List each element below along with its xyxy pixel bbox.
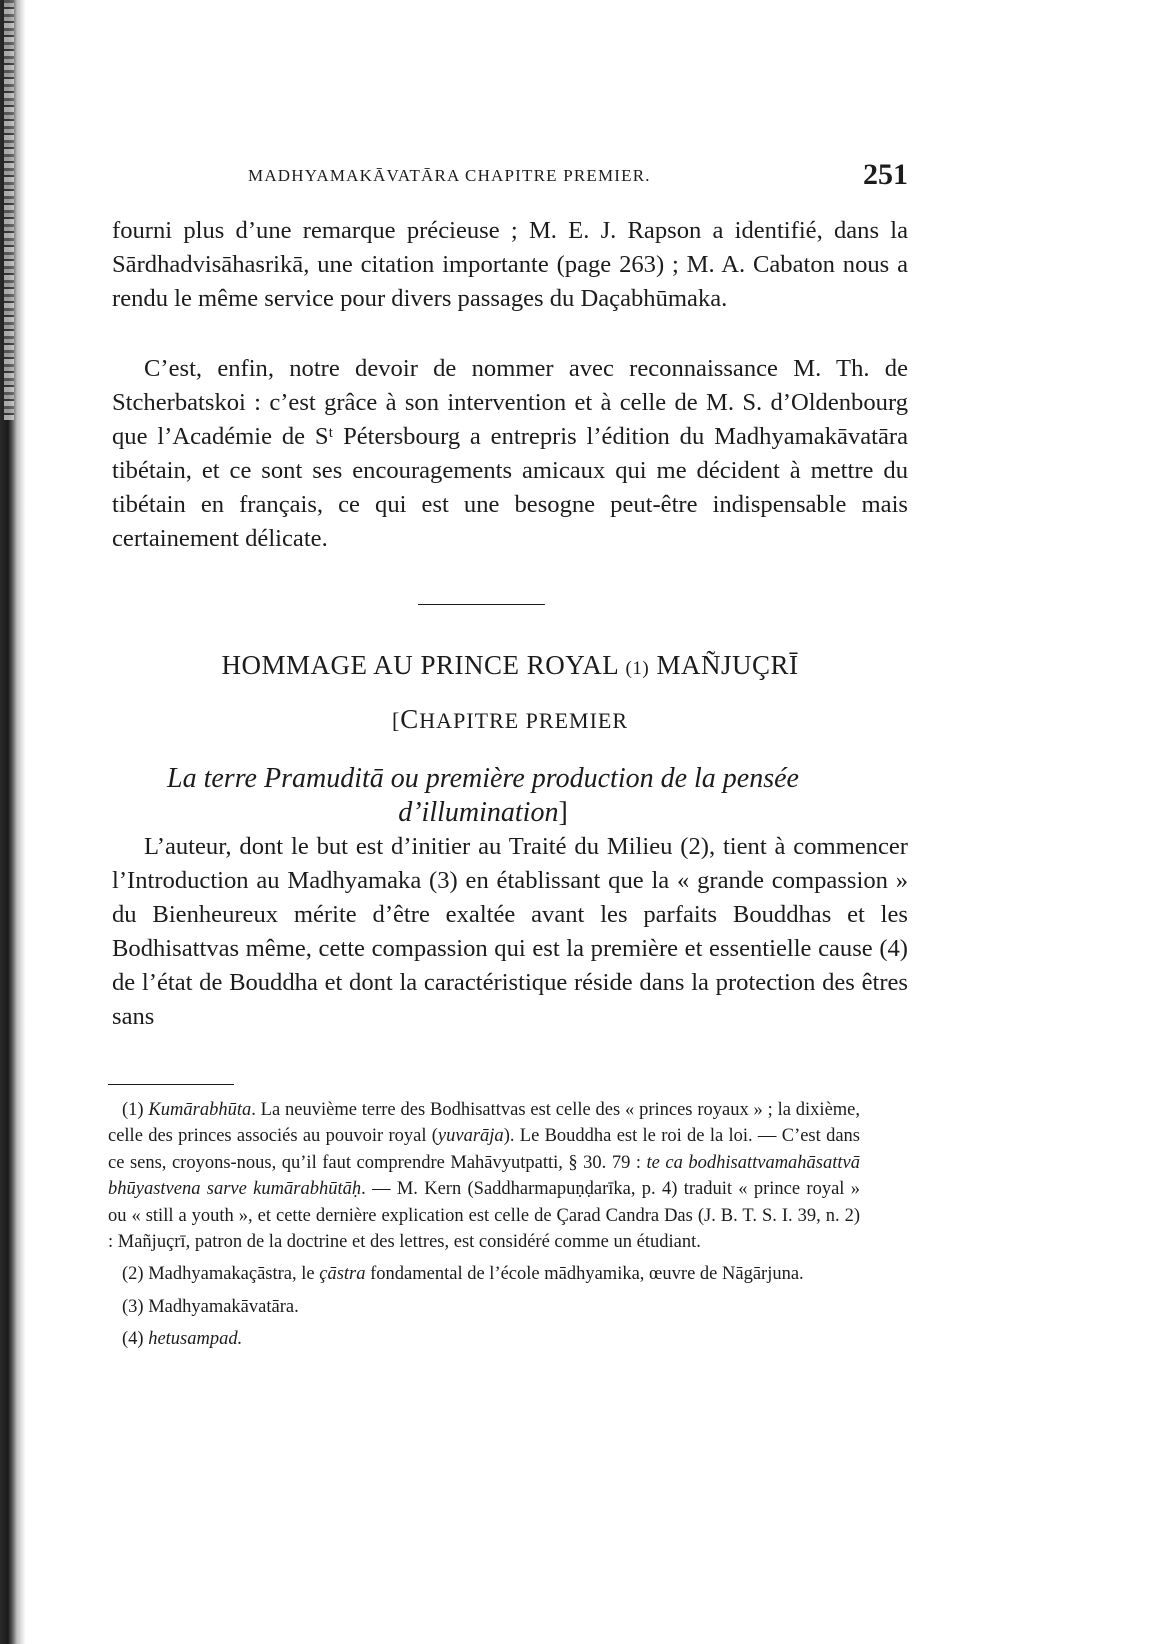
main-text-segment-1: L’auteur, dont le but est d’initier au Traité du Milieu	[144, 833, 681, 860]
footnote-4	[108, 1326, 860, 1352]
footnote-2-text-a: Madhyamakaçāstra, le	[148, 1264, 320, 1285]
main-text-segment-2: , tient à commencer l’Introduction au Madhyamaka	[112, 833, 908, 894]
footnote-2-text-b: fondamental de l’école mādhyamika, œuvre de Nāgārjuna.	[365, 1264, 804, 1285]
footnotes	[108, 1097, 860, 1359]
footnote-2	[108, 1261, 860, 1287]
footnote-ref-3[interactable]: (3)	[429, 867, 458, 894]
footnote-1-text-c: . — M. Kern (Saddharmapuṇḍarīka, p. 4) traduit « prince royal » ou « still a youth », et cette dernière explication est celle de Çarad Candra Das (J. B. T. S. I. 39, n. 2) : Mañjuçrī, patron de la doctrine et des lettres, est considéré comme un étudiant.	[108, 1179, 860, 1253]
footnote-4-number: (4)	[122, 1329, 144, 1350]
footnote-1-text-a: . La neuvième terre des Bodhisattvas est celle des « princes royaux » ; la dixième, celle des princes associés au pouvoir royal (	[108, 1100, 861, 1147]
chapter-bracket: [	[391, 708, 401, 733]
homage-heading-main: HOMMAGE AU PRINCE ROYAL	[221, 650, 619, 680]
intro-paragraph-1	[112, 214, 908, 316]
footnote-2-number: (2)	[122, 1264, 144, 1285]
homage-heading-name: MAÑJUÇRĪ	[656, 650, 799, 680]
footnote-1-term-2: yuvarāja	[437, 1126, 504, 1147]
intro-paragraph-2-text: C’est, enfin, notre devoir de nommer avec reconnaissance M. Th. de Stcherbatskoi : c’est grâce à son intervention et à celle de M. S. d’Oldenbourg que l’Académie de Sᵗ Pétersbourg a entrepris l’édition du Madhyamakāvatāra tibétain, et ce sont ses encouragements amicaux qui me décident à mettre du tibétain en français, ce qui est une besogne peut-être indispensable mais certainement délicate.	[112, 355, 908, 552]
footnote-1-term: Kumārabhūta	[148, 1100, 252, 1120]
subtitle-line-2: d’illumination	[398, 797, 559, 828]
footnote-1	[108, 1097, 860, 1255]
main-text-segment-3: en établissant que la « grande compassion » du Bienheureux mérite d’être exaltée avant les parfaits Bouddhas et les Bodhisattvas même, cette compassion qui est la première et essentielle cause	[112, 867, 908, 962]
footnote-3-text: Madhyamakāvatāra.	[148, 1296, 299, 1317]
footnote-1-number: (1)	[122, 1100, 144, 1120]
footnote-3-number: (3)	[122, 1296, 144, 1317]
chapter-initial: C	[400, 704, 420, 734]
chapter-subtitle	[108, 762, 858, 830]
main-paragraph	[112, 830, 908, 1034]
footnote-ref-2[interactable]: (2)	[680, 833, 709, 860]
main-paragraph-text	[112, 830, 908, 1034]
footnote-2-term: çāstra	[319, 1264, 366, 1285]
section-divider	[418, 604, 545, 605]
footnote-1-quote: te ca bodhisattvamahāsattvā bhūyastvena sarve kumārabhūtāḥ	[108, 1152, 860, 1200]
subtitle-close-bracket: ]	[558, 797, 568, 828]
subtitle-line-1: La terre Pramuditā ou première production de la pensée	[167, 763, 799, 794]
homage-heading	[112, 650, 908, 681]
footnote-divider	[108, 1084, 234, 1085]
footnote-ref-1[interactable]: (1)	[625, 658, 650, 679]
book-binding-edge	[0, 0, 26, 1644]
running-title: MADHYAMAKĀVATĀRA CHAPITRE PREMIER.	[248, 166, 651, 185]
main-text-segment-4: de l’état de Bouddha et dont la caractéristique réside dans la protection des êtres sans	[112, 969, 908, 1030]
footnote-ref-4[interactable]: (4)	[879, 935, 908, 962]
page-number: 251	[863, 158, 908, 191]
footnote-4-term: hetusampad.	[148, 1329, 243, 1350]
running-header	[248, 158, 908, 198]
footnote-1-text-b: ). Le Bouddha est le roi de la loi. — C’est dans ce sens, croyons-nous, qu’il faut comprendre Mahāvyutpatti, § 30. 79 :	[108, 1126, 860, 1173]
footnote-3	[108, 1294, 860, 1320]
chapter-title	[112, 704, 908, 735]
intro-paragraph-1-text: fourni plus d’une remarque précieuse ; M. E. J. Rapson a identifié, dans la Sārdhadvisāhasrikā, une citation importante (page 263) ; M. A. Cabaton nous a rendu le même service pour divers passages du Daçabhūmaka.	[112, 217, 908, 312]
chapter-title-rest: HAPITRE PREMIER	[419, 708, 629, 733]
intro-paragraph-2	[112, 352, 908, 556]
